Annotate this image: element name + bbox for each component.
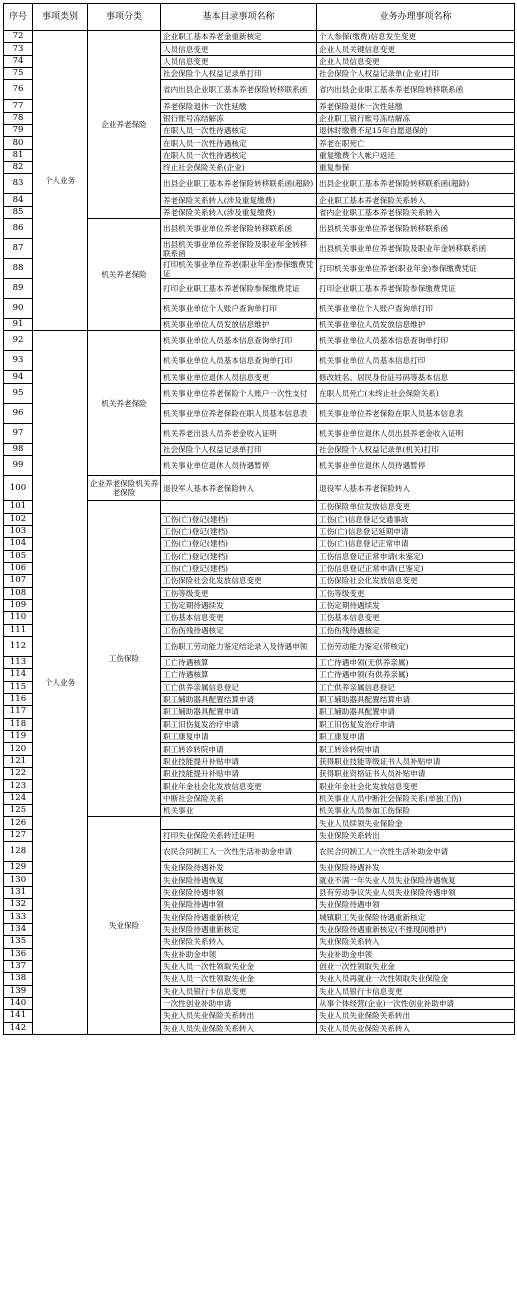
business-item-cell: 企业人员信息变更 <box>317 55 515 67</box>
row-number: 96 <box>4 403 33 423</box>
row-number: 141 <box>4 1010 33 1022</box>
basic-item-cell: 机关事业单位养老保险个人账户一次性支付 <box>161 383 317 403</box>
basic-item-cell: 机关事业单位退休人员信息变更 <box>161 371 317 383</box>
row-number: 84 <box>4 194 33 206</box>
row-number: 103 <box>4 525 33 537</box>
row-number: 113 <box>4 656 33 668</box>
basic-item-cell: 职业技能提升补贴申请 <box>161 755 317 767</box>
business-item-cell: 城镇职工失业保险待遇重新核定 <box>317 911 515 923</box>
basic-item-cell: 出县机关事业单位养老保险转移联系函 <box>161 219 317 239</box>
row-number: 134 <box>4 923 33 935</box>
basic-item-cell: 失业保险待遇重新核定 <box>161 923 317 935</box>
business-item-cell: 工伤伤残待遇核定 <box>317 624 515 636</box>
business-item-cell: 失业保险待遇补发 <box>317 862 515 874</box>
row-number: 83 <box>4 174 33 194</box>
basic-item-cell: 机关事业单位养老保险在职人员基本信息表 <box>161 403 317 423</box>
row-number: 77 <box>4 100 33 112</box>
business-item-cell: 省内出县企业职工基本养老保险转移联系函 <box>317 80 515 100</box>
business-item-cell: 职工旧伤复发治疗申请 <box>317 718 515 730</box>
business-item-cell: 职业年金社会化发放信息变更 <box>317 780 515 792</box>
row-number: 101 <box>4 501 33 513</box>
business-item-cell: 县有劳动争议失业人员失业保险待遇申领 <box>317 886 515 898</box>
row-number: 79 <box>4 125 33 137</box>
basic-item-cell: 省内出县企业职工基本养老保险转移联系函 <box>161 80 317 100</box>
business-item-cell: 失业人员再就业一次性领取失业保险金 <box>317 973 515 985</box>
classification-cell: 机关养老保险 <box>88 331 161 476</box>
row-number: 123 <box>4 780 33 792</box>
business-item-cell: 在职人员死亡(未终止社会保险关系) <box>317 383 515 403</box>
basic-item-cell: 打印机关事业单位养老(职业年金)参保缴费凭证 <box>161 259 317 279</box>
row-number: 95 <box>4 383 33 403</box>
header-basic-item: 基本目录事项名称 <box>161 4 317 31</box>
row-number: 126 <box>4 817 33 829</box>
row-number: 142 <box>4 1022 33 1034</box>
header-row <box>4 4 515 31</box>
business-item-cell: 退役军人基本养老保险转入 <box>317 476 515 501</box>
table-row <box>4 31 515 43</box>
basic-item-cell: 机关养老出县人员养老金收入证明 <box>161 423 317 443</box>
basic-item-cell: 工亡待遇核算 <box>161 656 317 668</box>
business-item-cell: 失业补助金申领 <box>317 948 515 960</box>
basic-item-cell: 养老保险退休一次性延缴 <box>161 100 317 112</box>
basic-item-cell: 养老保险关系转入(涉及重复缴费) <box>161 206 317 218</box>
basic-item-cell: 社会保险个人权益记录单打印 <box>161 68 317 80</box>
basic-item-cell: 失业保险关系转入 <box>161 936 317 948</box>
business-item-cell: 职工辅助器具配置申请 <box>317 706 515 718</box>
basic-item-cell: 工伤(亡)登记(建档) <box>161 562 317 574</box>
business-item-cell: 养老保险退休一次性延缴 <box>317 100 515 112</box>
row-number: 138 <box>4 973 33 985</box>
business-item-cell: 创业一次性领取失业金 <box>317 960 515 972</box>
business-item-cell: 工伤保险社会化发放信息变更 <box>317 575 515 587</box>
category-cell: 个人业务 <box>33 331 88 1034</box>
basic-item-cell: 企业职工基本养老金重新核定 <box>161 31 317 43</box>
basic-item-cell: 养老保险关系转入(涉及重复缴费) <box>161 194 317 206</box>
basic-item-cell: 打印企业职工基本养老保险参保缴费凭证 <box>161 279 317 299</box>
row-number: 118 <box>4 718 33 730</box>
basic-item-cell: 银行账号冻结解冻 <box>161 112 317 124</box>
business-item-cell: 职工康复申请 <box>317 731 515 743</box>
row-number: 107 <box>4 575 33 587</box>
row-number: 80 <box>4 137 33 149</box>
basic-item-cell: 出县企业职工基本养老保险转移联系函(超龄) <box>161 174 317 194</box>
basic-item-cell: 人员信息变更 <box>161 43 317 55</box>
row-number: 106 <box>4 562 33 574</box>
basic-item-cell: 职工转诊转院申请 <box>161 743 317 755</box>
row-number: 108 <box>4 587 33 599</box>
basic-item-cell: 工伤(亡)登记(建档) <box>161 513 317 525</box>
business-item-cell: 机关事业单位退休人员出县养老金收入证明 <box>317 423 515 443</box>
business-item-cell: 工伤保险单位发放信息变更 <box>317 501 515 513</box>
catalog-table <box>3 3 515 1035</box>
business-item-cell: 企业职工基本养老保险关系转入 <box>317 194 515 206</box>
row-number: 105 <box>4 550 33 562</box>
basic-item-cell: 社会保险个人权益记录单打印 <box>161 443 317 455</box>
basic-item-cell: 工伤基本信息变更 <box>161 612 317 624</box>
basic-item-cell: 职工辅助器具配置申请 <box>161 706 317 718</box>
business-item-cell: 工伤(亡)信息登记交通事故 <box>317 513 515 525</box>
row-number: 128 <box>4 842 33 862</box>
basic-item-cell: 农民合同制工人一次性生活补助金申请 <box>161 842 317 862</box>
row-number: 89 <box>4 279 33 299</box>
basic-item-cell: 打印失业保险关系转迁证明 <box>161 829 317 841</box>
business-item-cell: 失业保险待遇申领 <box>317 899 515 911</box>
row-number: 130 <box>4 874 33 886</box>
business-item-cell: 工伤劳动能力鉴定(带核定) <box>317 636 515 656</box>
row-number: 81 <box>4 149 33 161</box>
basic-item-cell: 机关事业 <box>161 805 317 817</box>
business-item-cell: 失业人员银行卡信息变更 <box>317 985 515 997</box>
business-item-cell: 获得职业技能等级证书人员补贴申请 <box>317 755 515 767</box>
basic-item-cell: 中断社会保险关系 <box>161 792 317 804</box>
business-item-cell: 职工辅助器具配置结算申请 <box>317 693 515 705</box>
business-item-cell: 社会保险个人权益记录单(机关)打印 <box>317 443 515 455</box>
basic-item-cell: 职业技能提升补贴申请 <box>161 768 317 780</box>
row-number: 88 <box>4 259 33 279</box>
row-number: 98 <box>4 443 33 455</box>
business-item-cell: 个人参保(缴费)信息发生变更 <box>317 31 515 43</box>
row-number: 73 <box>4 43 33 55</box>
header-classification: 事项分类 <box>88 4 161 31</box>
row-number: 94 <box>4 371 33 383</box>
row-number: 133 <box>4 911 33 923</box>
basic-item-cell: 工伤保险社会化发放信息变更 <box>161 575 317 587</box>
row-number: 127 <box>4 829 33 841</box>
basic-item-cell: 失业保险待遇申领 <box>161 886 317 898</box>
basic-item-cell: 失业保险待遇补发 <box>161 862 317 874</box>
business-item-cell: 工伤等级变更 <box>317 587 515 599</box>
basic-item-cell: 在职人员一次性待遇核定 <box>161 137 317 149</box>
basic-item-cell: 在职人员一次性待遇核定 <box>161 149 317 161</box>
row-number: 132 <box>4 899 33 911</box>
basic-item-cell: 工伤等级变更 <box>161 587 317 599</box>
business-item-cell: 机关事业单位人员基本信息打印 <box>317 351 515 371</box>
row-number: 122 <box>4 768 33 780</box>
business-item-cell: 打印机关事业单位养老(职业年金)参保缴费凭证 <box>317 259 515 279</box>
basic-item-cell: 失业人员失业保险关系转出 <box>161 1010 317 1022</box>
classification-cell: 机关养老保险 <box>88 219 161 331</box>
business-item-cell: 工伤(亡)信息登记正常申请 <box>317 538 515 550</box>
category-cell: 个人业务 <box>33 31 88 331</box>
business-item-cell: 失业人员失业保险关系转入 <box>317 1022 515 1034</box>
basic-item-cell: 职业年金社会化发放信息变更 <box>161 780 317 792</box>
row-number: 139 <box>4 985 33 997</box>
business-item-cell: 修改姓名、居民身份证号码等基本信息 <box>317 371 515 383</box>
row-number: 74 <box>4 55 33 67</box>
basic-item-cell: 一次性创业补助申请 <box>161 997 317 1009</box>
basic-item-cell: 工伤定期待遇续发 <box>161 599 317 611</box>
row-number: 125 <box>4 805 33 817</box>
business-item-cell: 出县企业职工基本养老保险转移联系函(超龄) <box>317 174 515 194</box>
row-number: 110 <box>4 612 33 624</box>
business-item-cell: 重复缴费个人帐户返还 <box>317 149 515 161</box>
basic-item-cell: 工亡待遇核算 <box>161 669 317 681</box>
row-number: 87 <box>4 239 33 259</box>
basic-item-cell: 失业人员一次性领取失业金 <box>161 973 317 985</box>
basic-item-cell: 终止社会保险关系(企业) <box>161 162 317 174</box>
row-number: 124 <box>4 792 33 804</box>
basic-item-cell: 职工辅助器具配置结算申请 <box>161 693 317 705</box>
row-number: 116 <box>4 693 33 705</box>
classification-cell: 失业保险 <box>88 817 161 1035</box>
row-number: 100 <box>4 476 33 501</box>
business-item-cell: 工亡待遇申领(有供养亲属) <box>317 669 515 681</box>
business-item-cell: 出县机关事业单位养老保险及职业年金转移联系函 <box>317 239 515 259</box>
basic-item-cell: 工亡供养亲属信息登记 <box>161 681 317 693</box>
business-item-cell: 重复参保 <box>317 162 515 174</box>
row-number: 117 <box>4 706 33 718</box>
basic-item-cell: 失业保险待遇申领 <box>161 899 317 911</box>
business-item-cell: 养老在职死亡 <box>317 137 515 149</box>
row-number: 86 <box>4 219 33 239</box>
business-item-cell: 企业人员关键信息变更 <box>317 43 515 55</box>
row-number: 115 <box>4 681 33 693</box>
business-item-cell: 机关事业人员中断社会保险关系(单独工伤) <box>317 792 515 804</box>
row-number: 111 <box>4 624 33 636</box>
row-number: 135 <box>4 936 33 948</box>
business-item-cell: 失业保险关系转出 <box>317 829 515 841</box>
basic-item-cell: 失业人员银行卡信息变更 <box>161 985 317 997</box>
row-number: 120 <box>4 743 33 755</box>
basic-item-cell <box>161 817 317 829</box>
business-item-cell: 失业人员失业保险关系转出 <box>317 1010 515 1022</box>
business-item-cell: 失业保险待遇重新核定(不推现间维护) <box>317 923 515 935</box>
row-number: 76 <box>4 80 33 100</box>
basic-item-cell: 机关事业单位个人账户查询单打印 <box>161 299 317 319</box>
basic-item-cell: 职工旧伤复发治疗申请 <box>161 718 317 730</box>
business-item-cell: 机关事业单位退休人员待遇暂停 <box>317 456 515 476</box>
business-item-cell: 从事个体经营(企业)一次性创业补助申请 <box>317 997 515 1009</box>
basic-item-cell: 失业人员一次性领取失业金 <box>161 960 317 972</box>
business-item-cell: 企业职工银行账号冻结解冻 <box>317 112 515 124</box>
row-number: 91 <box>4 319 33 331</box>
row-number: 82 <box>4 162 33 174</box>
business-item-cell: 工伤信息登记正常申请(未鉴定) <box>317 550 515 562</box>
basic-item-cell: 职工康复申请 <box>161 731 317 743</box>
business-item-cell: 工亡待遇申领(无供养亲属) <box>317 656 515 668</box>
row-number: 102 <box>4 513 33 525</box>
business-item-cell: 机关事业单位个人账户查询单打印 <box>317 299 515 319</box>
basic-item-cell: 机关事业单位退休人员待遇暂停 <box>161 456 317 476</box>
basic-item-cell: 工伤(亡)登记(建档) <box>161 538 317 550</box>
header-category: 事项类别 <box>33 4 88 31</box>
business-item-cell: 机关事业单位人员发放信息维护 <box>317 319 515 331</box>
row-number: 72 <box>4 31 33 43</box>
header-business-item: 业务办理事项名称 <box>317 4 515 31</box>
basic-item-cell: 失业补助金申领 <box>161 948 317 960</box>
basic-item-cell: 失业保险待遇重新核定 <box>161 911 317 923</box>
row-number: 137 <box>4 960 33 972</box>
business-item-cell: 省内企业职工基本养老保险关系转入 <box>317 206 515 218</box>
business-item-cell: 退休时缴费不足15年自愿退保的 <box>317 125 515 137</box>
row-number: 114 <box>4 669 33 681</box>
business-item-cell: 工伤定期待遇续发 <box>317 599 515 611</box>
business-item-cell: 社会保险个人权益记录单(企业)打印 <box>317 68 515 80</box>
row-number: 85 <box>4 206 33 218</box>
row-number: 129 <box>4 862 33 874</box>
business-item-cell: 就业不满一年失业人员失业保险待遇恢复 <box>317 874 515 886</box>
row-number: 136 <box>4 948 33 960</box>
row-number: 93 <box>4 351 33 371</box>
header-seq: 序号 <box>4 4 33 31</box>
basic-item-cell: 机关事业单位人员基本信息查询单打印 <box>161 331 317 351</box>
basic-item-cell: 人员信息变更 <box>161 55 317 67</box>
business-item-cell: 工亡供养亲属信息登记 <box>317 681 515 693</box>
basic-item-cell: 机关事业单位人员基本信息查询单打印 <box>161 351 317 371</box>
row-number: 78 <box>4 112 33 124</box>
row-number: 75 <box>4 68 33 80</box>
row-number: 92 <box>4 331 33 351</box>
row-number: 140 <box>4 997 33 1009</box>
business-item-cell: 失业保险关系转入 <box>317 936 515 948</box>
business-item-cell: 获得职业资格证书人员补贴申请 <box>317 768 515 780</box>
row-number: 109 <box>4 599 33 611</box>
basic-item-cell: 退役军人基本养老保险转入 <box>161 476 317 501</box>
basic-item-cell: 工伤(亡)登记(建档) <box>161 550 317 562</box>
table-row <box>4 331 515 351</box>
basic-item-cell: 在职人员一次性待遇核定 <box>161 125 317 137</box>
row-number: 90 <box>4 299 33 319</box>
business-item-cell: 工伤基本信息变更 <box>317 612 515 624</box>
business-item-cell: 机关事业单位养老保险在职人员基本信息表 <box>317 403 515 423</box>
row-number: 131 <box>4 886 33 898</box>
business-item-cell: 机关事业单位人员基本信息查询单打印 <box>317 331 515 351</box>
row-number: 99 <box>4 456 33 476</box>
business-item-cell: 失业人员续领失业保险金 <box>317 817 515 829</box>
row-number: 97 <box>4 423 33 443</box>
classification-cell: 企业养老保险 <box>88 31 161 219</box>
row-number: 121 <box>4 755 33 767</box>
basic-item-cell <box>161 501 317 513</box>
business-item-cell: 打印企业职工基本养老保险参保缴费凭证 <box>317 279 515 299</box>
row-number: 104 <box>4 538 33 550</box>
basic-item-cell: 工伤伤残待遇核定 <box>161 624 317 636</box>
row-number: 112 <box>4 636 33 656</box>
business-item-cell: 农民合同制工人一次性生活补助金申请 <box>317 842 515 862</box>
table-body <box>4 31 515 1035</box>
row-number: 119 <box>4 731 33 743</box>
basic-item-cell: 失业保险待遇恢复 <box>161 874 317 886</box>
basic-item-cell: 出县机关事业单位养老保险及职业年金转移联系函 <box>161 239 317 259</box>
basic-item-cell: 失业人员失业保险关系转入 <box>161 1022 317 1034</box>
business-item-cell: 工伤(亡)信息登记延期申请 <box>317 525 515 537</box>
business-item-cell: 出县机关事业单位养老保险转移联系函 <box>317 219 515 239</box>
basic-item-cell: 工伤职工劳动能力鉴定结论录入及待遇申领 <box>161 636 317 656</box>
business-item-cell: 工伤信息登记正常申请(已鉴定) <box>317 562 515 574</box>
classification-cell: 企业养老保险机关养老保险 <box>88 476 161 501</box>
basic-item-cell: 工伤(亡)登记(建档) <box>161 525 317 537</box>
classification-cell: 工伤保险 <box>88 501 161 817</box>
business-item-cell: 机关事业人员参加工伤保险 <box>317 805 515 817</box>
basic-item-cell: 机关事业单位人员发放信息维护 <box>161 319 317 331</box>
business-item-cell: 职工转诊转院申请 <box>317 743 515 755</box>
